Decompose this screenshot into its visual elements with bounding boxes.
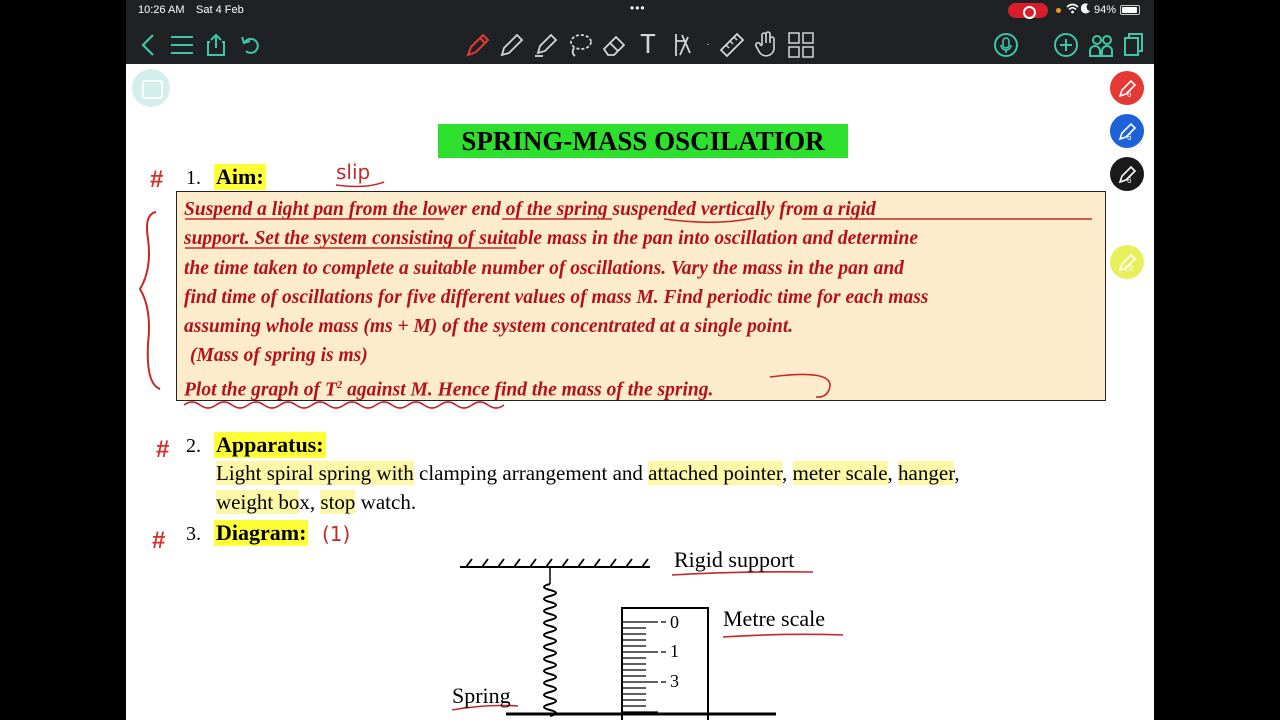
pen-icon[interactable]	[464, 28, 492, 62]
apparatus-line-1	[216, 459, 1076, 488]
scissors-icon[interactable]	[668, 28, 696, 62]
section-number-1: 1.	[186, 167, 201, 189]
spring-diagram	[426, 544, 856, 720]
menu-icon[interactable]	[170, 28, 194, 62]
status-bar	[126, 0, 1154, 22]
apparatus-line-2	[216, 488, 1076, 517]
apparatus-segment: watch.	[355, 490, 417, 514]
aim-line: find time of oscillations for five different values of mass M. Find periodic time for each mass	[184, 286, 929, 308]
ruler-icon[interactable]	[718, 28, 746, 62]
grid-icon[interactable]	[786, 28, 816, 62]
red-pen-size: 6	[1127, 90, 1132, 99]
status-time: 10:26 AM	[138, 4, 185, 16]
pencil-icon[interactable]	[498, 28, 526, 62]
hash-mark-1: #	[150, 166, 164, 193]
aim-line: support. Set the system consisting of suitable mass in the pan into oscillation and determine	[184, 228, 919, 250]
highlighter-icon[interactable]	[532, 28, 560, 62]
apparatus-segment: meter scale	[792, 461, 888, 485]
apparatus-heading: Apparatus:	[216, 432, 324, 457]
text-icon[interactable]: T	[640, 30, 656, 60]
aim-line: the time taken to complete a suitable number of oscillations. Vary the mass in the pan and	[184, 257, 904, 279]
aim-line: Suspend a light pan from the lower end of the spring suspended vertically from a rigid	[184, 199, 876, 220]
apparatus-segment: ,	[887, 461, 899, 485]
wifi-icon	[1066, 3, 1079, 17]
apparatus-segment: clamping arrangement and	[413, 461, 649, 485]
apparatus-segment: stop	[320, 490, 356, 514]
add-icon[interactable]	[1052, 28, 1080, 62]
aim-line: (Mass of spring is ms)	[190, 345, 368, 367]
slip-annotation: slip	[336, 160, 371, 184]
undo-icon[interactable]	[240, 28, 262, 62]
hash-mark-2: #	[156, 436, 170, 463]
apparatus-segment: ,	[782, 461, 793, 485]
aim-last-after: against M. Hence find the mass of the spring.	[342, 379, 714, 401]
highlighter-size: 20	[1124, 264, 1133, 273]
aim-line: assuming whole mass (ms + M) of the system concentrated at a single point.	[184, 316, 794, 338]
top-toolbar	[126, 0, 1154, 64]
diagram-mark-annotation: (1)	[322, 522, 351, 546]
mic-icon[interactable]	[992, 28, 1020, 62]
multitask-dots[interactable]: •••	[630, 1, 646, 15]
focus-moon-icon	[1081, 3, 1091, 17]
scale-tick-3: 3	[670, 671, 679, 691]
eraser-icon[interactable]	[600, 28, 628, 62]
blue-pen-preset[interactable]	[1110, 114, 1144, 148]
status-date: Sat 4 Feb	[196, 4, 244, 16]
lasso-icon[interactable]	[566, 28, 594, 62]
apparatus-segment: weight bo	[216, 490, 300, 514]
hand-icon[interactable]	[754, 28, 778, 62]
apparatus-segment: x,	[299, 490, 321, 514]
hash-mark-3: #	[152, 527, 166, 554]
rigid-support-label: Rigid support	[674, 547, 795, 572]
apparatus-segment: attached pointer	[648, 461, 783, 485]
apparatus-segment: ,	[954, 461, 960, 485]
share-icon[interactable]	[206, 28, 226, 62]
aim-heading: Aim:	[216, 164, 264, 189]
aim-last-before: Plot the graph of T	[184, 379, 337, 401]
page-title: SPRING-MASS OSCILATIOR	[438, 124, 848, 158]
aim-superscript: 2	[336, 378, 343, 391]
collab-icon[interactable]	[1088, 28, 1116, 62]
spring-label: Spring	[452, 683, 511, 708]
section-number-3: 3.	[186, 523, 201, 545]
black-pen-size: 6	[1127, 176, 1132, 185]
battery-icon	[1120, 5, 1140, 15]
scale-tick-1: 1	[670, 641, 679, 661]
yellow-highlighter-preset[interactable]	[1110, 245, 1144, 279]
black-pen-preset[interactable]	[1110, 157, 1144, 191]
pages-icon[interactable]	[1122, 28, 1146, 62]
battery-percent: 94%	[1094, 4, 1117, 16]
metre-scale-label: Metre scale	[723, 606, 825, 631]
apparatus-segment: Light spiral spring with	[216, 461, 414, 485]
back-icon[interactable]	[140, 28, 156, 62]
note-page[interactable]	[126, 64, 1154, 720]
mic-in-use-dot	[1056, 8, 1061, 13]
diagram-heading: Diagram:	[216, 520, 307, 545]
apparatus-segment: hanger	[898, 461, 955, 485]
section-number-2: 2.	[186, 435, 201, 457]
blue-pen-size: 6	[1127, 133, 1132, 142]
screen-record-indicator[interactable]	[1008, 3, 1048, 18]
scale-tick-0: 0	[670, 612, 679, 632]
apparatus-text	[216, 459, 1076, 517]
separator-dot: ·	[706, 39, 710, 51]
red-pen-preset[interactable]	[1110, 71, 1144, 105]
